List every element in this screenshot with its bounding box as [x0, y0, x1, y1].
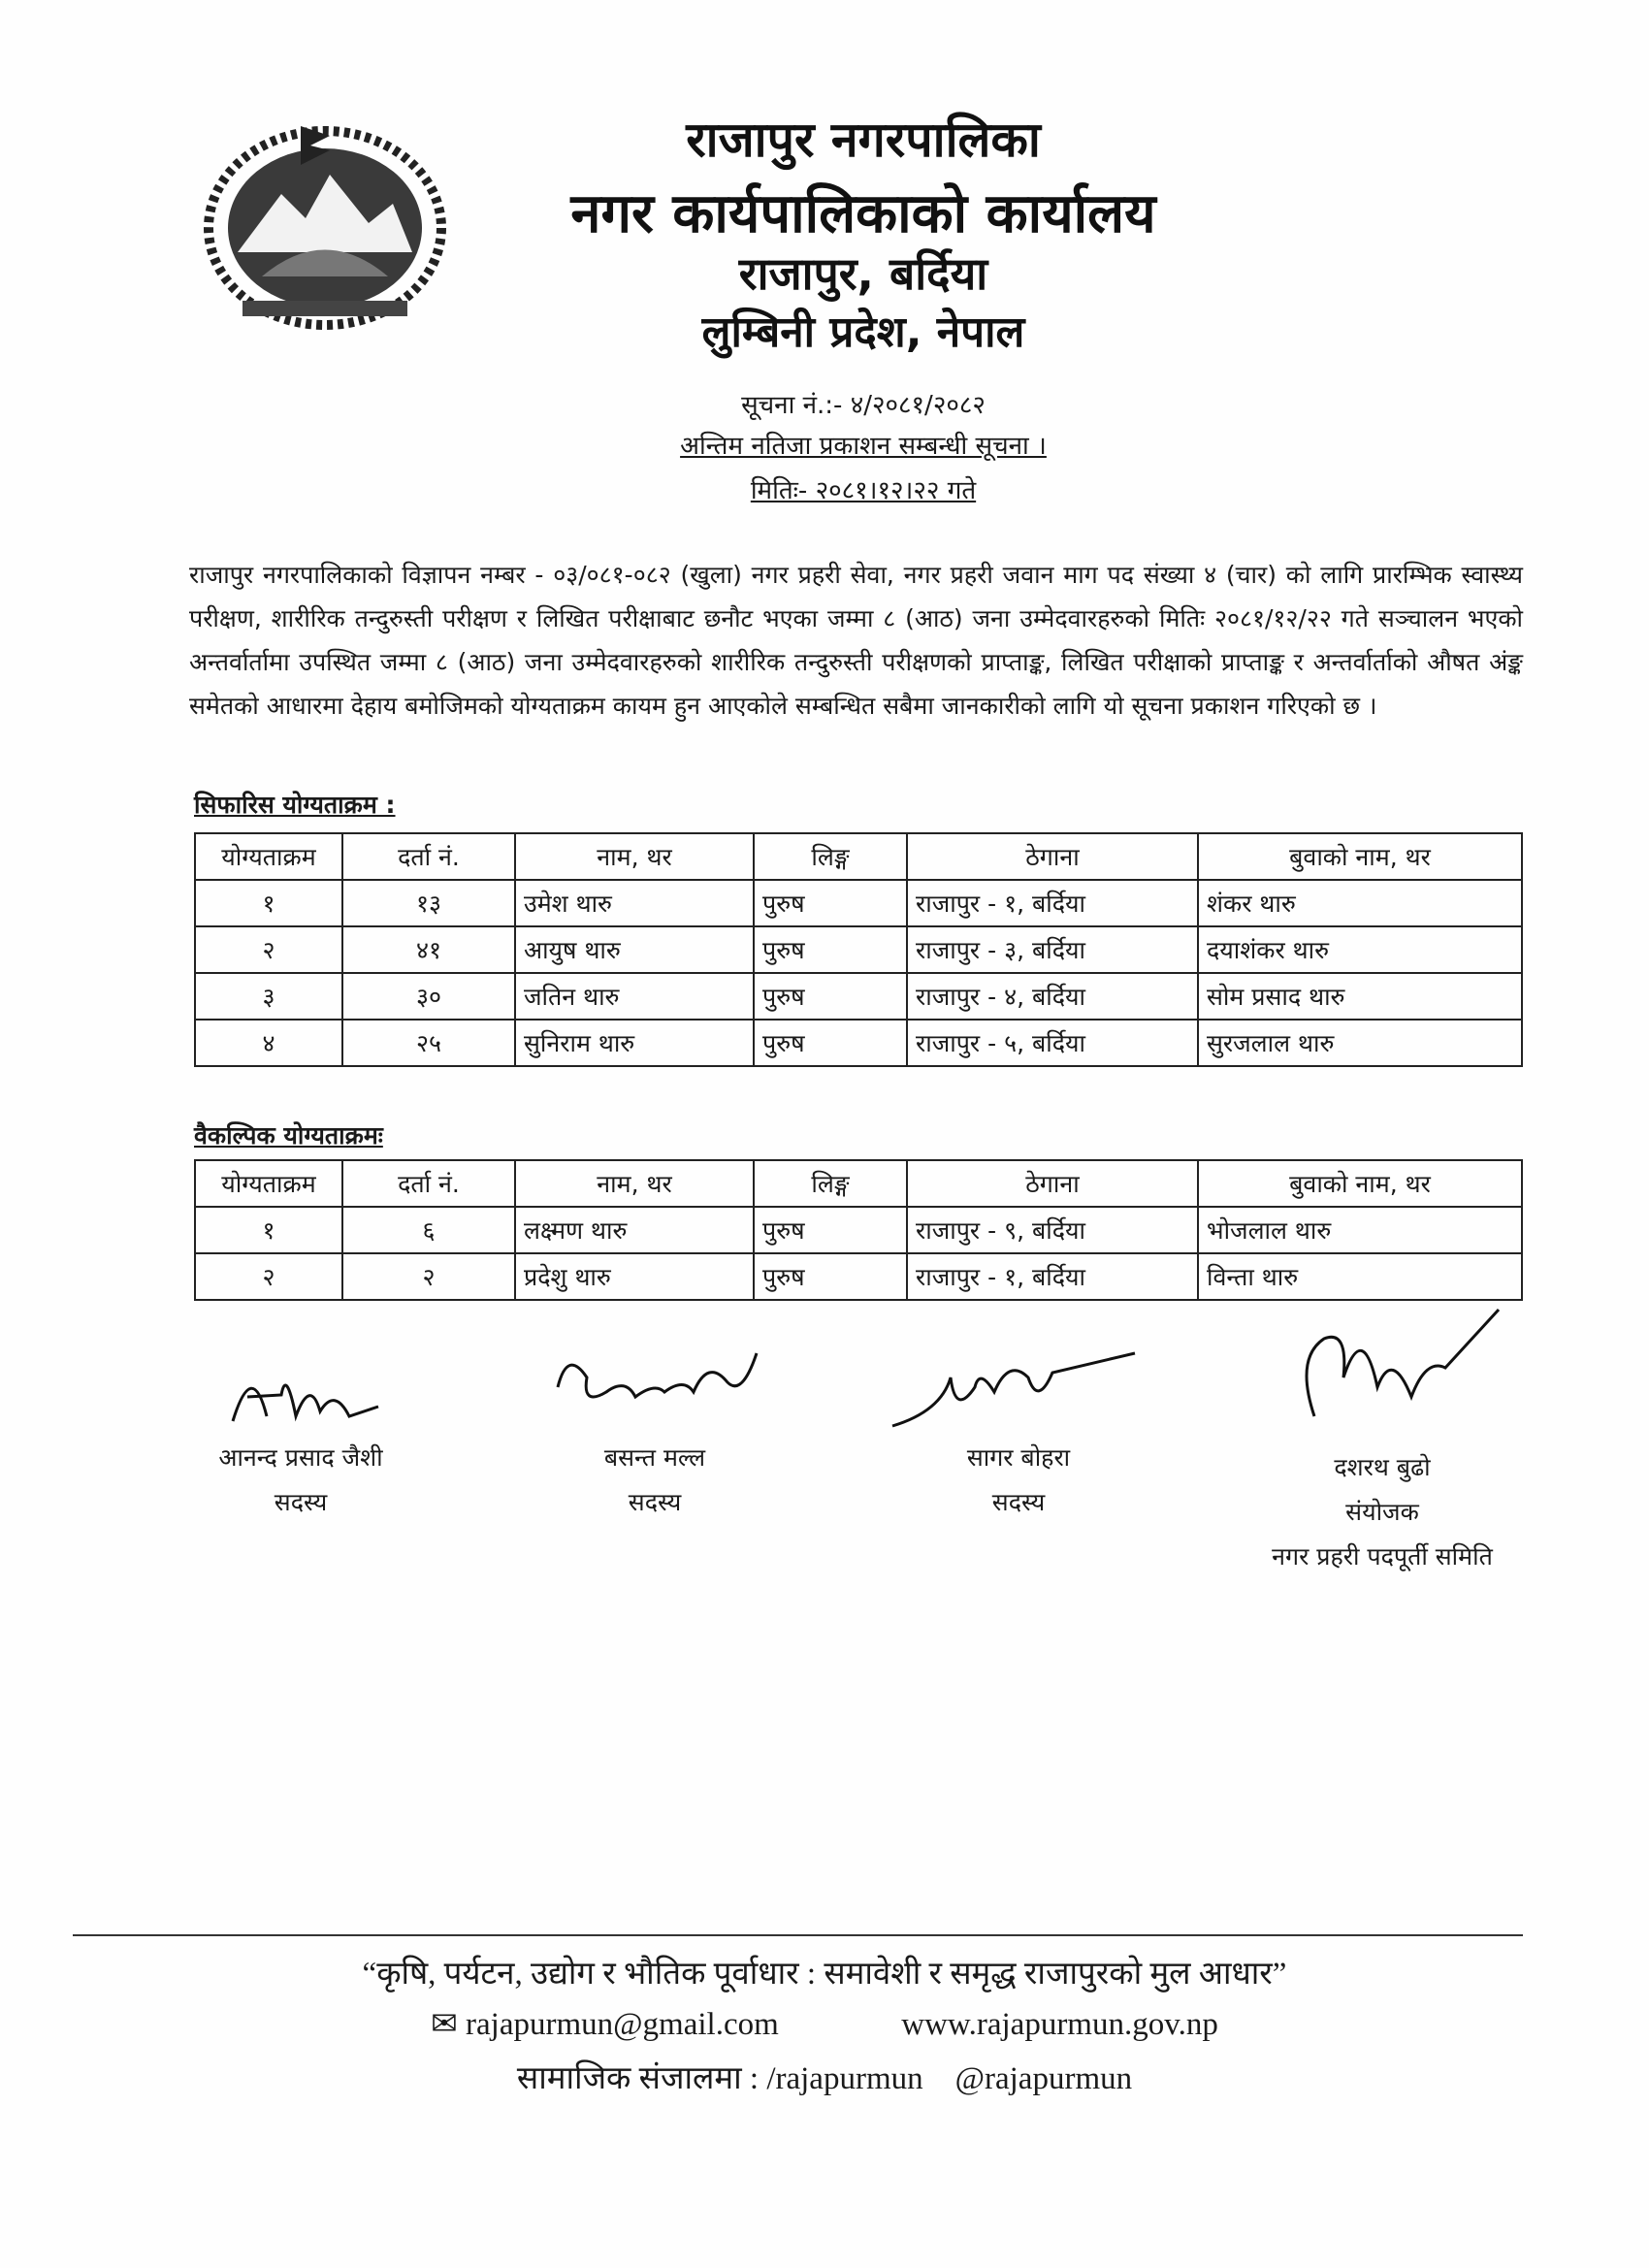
- address-cell: राजापुर - १, बर्दिया: [907, 880, 1198, 926]
- signature-mark: [1256, 1300, 1508, 1445]
- father-name-cell: दयाशंकर थारु: [1198, 926, 1522, 973]
- footer-divider: [73, 1934, 1523, 1936]
- gender-cell: पुरुष: [754, 926, 907, 973]
- gender-cell: पुरुष: [754, 880, 907, 926]
- rank-cell: २: [195, 926, 342, 973]
- table-row: [195, 1207, 1522, 1253]
- notice-number: सूचना नं.:- ४/२०८१/२०८२: [741, 391, 986, 420]
- header-father-name: बुवाको नाम, थर: [1198, 833, 1522, 880]
- name-cell: उमेश थारु: [515, 880, 754, 926]
- notice-body: राजापुर नगरपालिकाको विज्ञापन नम्बर - ०३/०८१-०८२ (खुला) नगर प्रहरी सेवा, नगर प्रहरी जवान माग पद संख्या ४ (चार) को लागि प्रारम्भिक स्वास्थ्य परीक्षण, शारीरिक तन्दुरुस्ती परीक्षण र लिखित परीक्षाबाट छनौट भएका जम्मा ८ (आठ) जना उम्मेदवारहरुको मितिः २०८१/१२/२२ गते सञ्चालन भएको अन्तर्वार्तामा उपस्थित जम्मा ८ (आठ) जना उम्मेदवारहरुको शारीरिक तन्दुरुस्ती परीक्षणको प्राप्ताङ्क, लिखित परीक्षाको प्राप्ताङ्क र अन्तर्वार्ताको औषत अंङ्क समेतको आधारमा देहाय बमोजिमको योग्यताक्रम कायम हुन आएकोले सम्बन्धित सबैमा जानकारीको लागि यो सूचना प्रकाशन गरिएको छ ।: [189, 561, 1523, 720]
- gender-cell: पुरुष: [754, 1207, 907, 1253]
- signatory-role: संयोजक: [1345, 1498, 1419, 1526]
- address-cell: राजापुर - ९, बर्दिया: [907, 1207, 1198, 1253]
- gender-cell: पुरुष: [754, 1020, 907, 1066]
- reg-no-cell: ४१: [342, 926, 515, 973]
- twitter-handle[interactable]: @rajapurmun: [954, 2061, 1133, 2096]
- table-row: [195, 1253, 1522, 1300]
- footer-email[interactable]: rajapurmun@gmail.com: [466, 2007, 779, 2042]
- table-header-row: [195, 1160, 1522, 1207]
- table-row: [195, 973, 1522, 1020]
- header-reg-no: दर्ता नं.: [342, 1160, 515, 1207]
- name-cell: जतिन थारु: [515, 973, 754, 1020]
- footer-motto: “कृषि, पर्यटन, उद्योग र भौतिक पूर्वाधार : समावेशी र समृद्ध राजापुरको मुल आधार”: [362, 1957, 1287, 1992]
- footer-contacts: [146, 2004, 1504, 2043]
- header-gender: लिङ्ग: [754, 833, 907, 880]
- table-row: [195, 1020, 1522, 1066]
- header-reg-no: दर्ता नं.: [342, 833, 515, 880]
- signatory-3: [883, 1348, 1154, 1525]
- rank-cell: ३: [195, 973, 342, 1020]
- reg-no-cell: १३: [342, 880, 515, 926]
- name-cell: प्रदेशु थारु: [515, 1253, 754, 1300]
- name-cell: लक्ष्मण थारु: [515, 1207, 754, 1253]
- address-cell: राजापुर - १, बर्दिया: [907, 1253, 1198, 1300]
- table-header-row: [195, 833, 1522, 880]
- header-father-name: बुवाको नाम, थर: [1198, 1160, 1522, 1207]
- committee-name: नगर प्रहरी पदपूर्ती समिति: [1272, 1542, 1493, 1571]
- notice-subject: अन्तिम नतिजा प्रकाशन सम्बन्धी सूचना ।: [680, 432, 1047, 461]
- office-name: नगर कार्यपालिकाको कार्यालय: [570, 182, 1156, 245]
- father-name-cell: सोम प्रसाद थारु: [1198, 973, 1522, 1020]
- signature-mark: [213, 1348, 388, 1436]
- social-label: सामाजिक संजालमा :: [516, 2061, 760, 2096]
- address-cell: राजापुर - ४, बर्दिया: [907, 973, 1198, 1020]
- gender-cell: पुरुष: [754, 973, 907, 1020]
- father-name-cell: सुरजलाल थारु: [1198, 1020, 1522, 1066]
- signatory-2: [529, 1339, 781, 1525]
- reg-no-cell: २५: [342, 1020, 515, 1066]
- signatory-4: [1203, 1300, 1562, 1579]
- signatory-name: सागर बोहरा: [966, 1443, 1071, 1472]
- header-name: नाम, थर: [515, 833, 754, 880]
- signatory-role: सदस्य: [628, 1488, 682, 1516]
- reg-no-cell: २: [342, 1253, 515, 1300]
- footer-website[interactable]: www.rajapurmun.gov.np: [901, 2007, 1218, 2042]
- signatory-1: [184, 1348, 417, 1525]
- facebook-handle[interactable]: /rajapurmun: [766, 2061, 923, 2096]
- rank-cell: १: [195, 1207, 342, 1253]
- rank-cell: १: [195, 880, 342, 926]
- reg-no-cell: ३०: [342, 973, 515, 1020]
- name-cell: आयुष थारु: [515, 926, 754, 973]
- address-cell: राजापुर - ३, बर्दिया: [907, 926, 1198, 973]
- alternate-title: वैकल्पिक योग्यताक्रमः: [194, 1121, 383, 1150]
- signatory-role: सदस्य: [991, 1488, 1046, 1516]
- signatory-name: बसन्त मल्ल: [603, 1443, 706, 1472]
- father-name-cell: भोजलाल थारु: [1198, 1207, 1522, 1253]
- table-row: [195, 926, 1522, 973]
- signatory-role: सदस्य: [274, 1488, 328, 1516]
- address-cell: राजापुर - ५, बर्दिया: [907, 1020, 1198, 1066]
- header-rank: योग्यताक्रम: [195, 833, 342, 880]
- header-name: नाम, थर: [515, 1160, 754, 1207]
- footer-social: [146, 2055, 1504, 2098]
- alternate-table: [194, 1159, 1523, 1301]
- signatory-name: आनन्द प्रसाद जैशी: [218, 1443, 383, 1472]
- notice-date: मितिः- २०८१।१२।२२ गते: [750, 476, 977, 505]
- nepal-emblem-icon: [184, 107, 466, 340]
- envelope-icon: ✉: [431, 2007, 458, 2042]
- rank-cell: ४: [195, 1020, 342, 1066]
- municipality-name: राजापुर नगरपालिका: [686, 112, 1041, 168]
- gender-cell: पुरुष: [754, 1253, 907, 1300]
- name-cell: सुनिराम थारु: [515, 1020, 754, 1066]
- header-address: ठेगाना: [907, 1160, 1198, 1207]
- signature-mark: [883, 1348, 1154, 1436]
- header-gender: लिङ्ग: [754, 1160, 907, 1207]
- table-row: [195, 880, 1522, 926]
- recommended-table: [194, 832, 1523, 1067]
- father-name-cell: शंकर थारु: [1198, 880, 1522, 926]
- father-name-cell: विन्ता थारु: [1198, 1253, 1522, 1300]
- province-country: लुम्बिनी प्रदेश, नेपाल: [701, 308, 1025, 357]
- office-location: राजापुर, बर्दिया: [738, 247, 988, 300]
- reg-no-cell: ६: [342, 1207, 515, 1253]
- header-address: ठेगाना: [907, 833, 1198, 880]
- signatory-name: दशरथ बुढो: [1334, 1453, 1431, 1481]
- signature-mark: [538, 1339, 771, 1436]
- recommended-title: सिफारिस योग्यताक्रम :: [194, 791, 396, 819]
- header-rank: योग्यताक्रम: [195, 1160, 342, 1207]
- rank-cell: २: [195, 1253, 342, 1300]
